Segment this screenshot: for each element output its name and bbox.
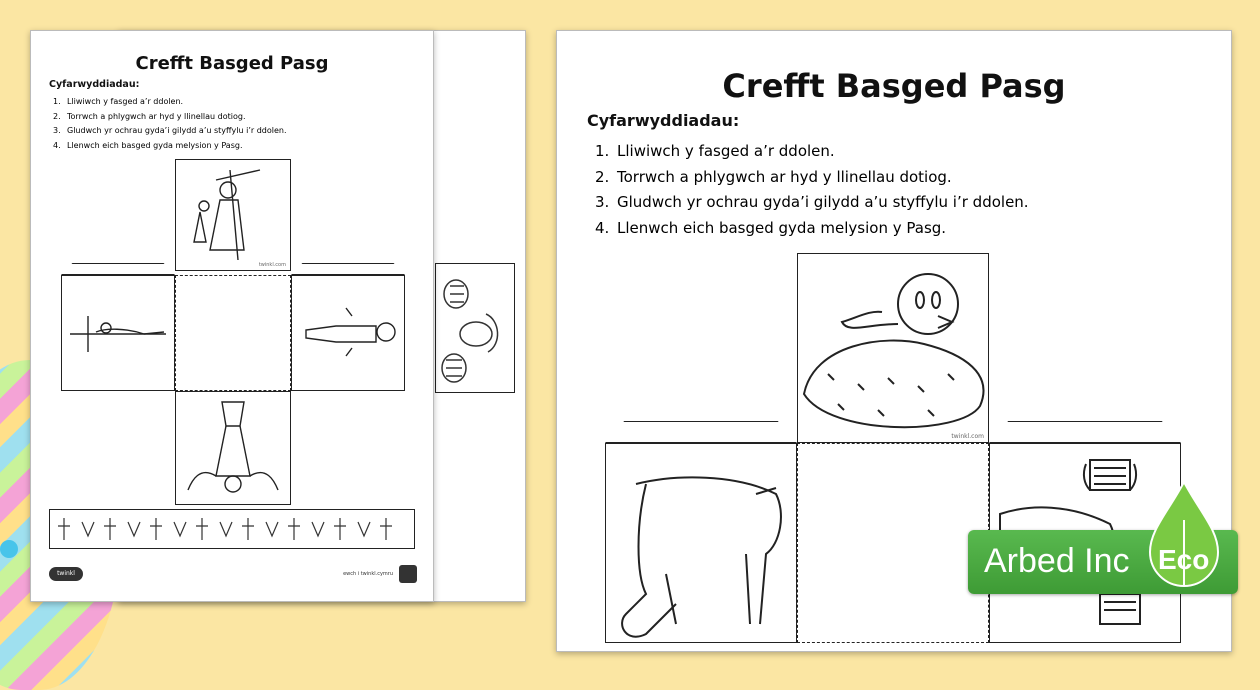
- twinkl-badge-icon: [399, 565, 417, 583]
- panel-credit: twinkl.com: [258, 262, 286, 268]
- instruction-step: 1. Lliwiwch y fasged a’r ddolen.: [53, 97, 184, 106]
- instruction-step: 2. Torrwch a phlygwch ar hyd y llinellau dotiog.: [595, 167, 952, 186]
- footer-link: ewch i twinkl.cymru: [343, 571, 393, 577]
- panel-credit: twinkl.com: [951, 433, 984, 440]
- eco-label: Eco: [1158, 544, 1210, 575]
- instruction-step: 3. Gludwch yr ochrau gyda’i gilydd a’u styffylu i’r ddolen.: [53, 126, 287, 135]
- instructions-heading: Cyfarwyddiadau:: [587, 111, 740, 130]
- jesus-carrying-cross-icon: [176, 160, 290, 270]
- worksheet-title: Crefft Basged Pasg: [722, 67, 1066, 105]
- angel-icon: [176, 392, 290, 504]
- instruction-list: [53, 95, 287, 153]
- basket-panel-left: [61, 275, 175, 391]
- crucifix-icon: [62, 276, 174, 390]
- basket-panel-base: [797, 443, 989, 643]
- basket-handle-strip: [49, 509, 415, 549]
- back-sheet-panel: [435, 263, 515, 393]
- twinkl-logo: twinkl: [49, 567, 83, 581]
- basket-panel-right: [291, 275, 405, 391]
- instruction-step: 2. Torrwch a phlygwch ar hyd y llinellau dotiog.: [53, 111, 246, 121]
- easter-basket-icon: [436, 264, 514, 392]
- chick-in-nest-icon: [798, 254, 988, 442]
- instructions-heading: Cyfarwyddiadau:: [49, 79, 140, 90]
- instruction-list: [595, 139, 1029, 241]
- instruction-step: 1. Lliwiwch y fasged a’r ddolen.: [595, 142, 835, 160]
- instruction-step: 4. Llenwch eich basged gyda melysion y Pasg.: [595, 218, 947, 237]
- instruction-step: 4. Llenwch eich basged gyda melysion y Pasg.: [53, 140, 243, 150]
- glue-tab: [61, 263, 175, 275]
- basket-panel-top: [175, 159, 291, 271]
- egg-dot-decoration: [0, 540, 18, 558]
- worksheet-title: Crefft Basged Pasg: [135, 53, 329, 74]
- cross-and-angel-pattern-icon: [50, 510, 414, 548]
- basket-panel-left: [605, 443, 797, 643]
- glue-tab: [291, 263, 405, 275]
- basket-panel-top: [797, 253, 989, 443]
- glue-tab: [989, 421, 1181, 443]
- lamb-icon: [606, 444, 796, 642]
- left-worksheet-page: [30, 30, 434, 602]
- instruction-step: 3. Gludwch yr ochrau gyda’i gilydd a’u styffylu i’r ddolen.: [595, 193, 1029, 211]
- boy-lying-icon: [292, 276, 404, 390]
- glue-tab: [605, 421, 797, 443]
- basket-panel-bottom: [175, 391, 291, 505]
- basket-panel-base: [175, 275, 291, 391]
- badge-label: Arbed Inc: [984, 542, 1130, 580]
